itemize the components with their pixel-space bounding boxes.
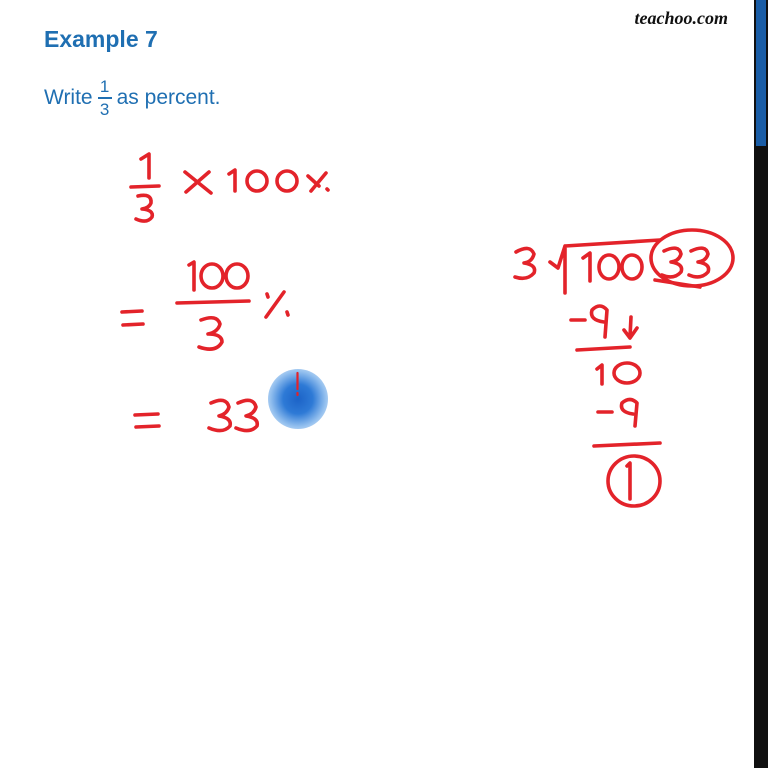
question-suffix: as percent. (116, 85, 221, 109)
fraction-numerator: 1 (99, 77, 110, 96)
ink-step1 (131, 154, 328, 221)
ink-long-division (515, 230, 733, 506)
fraction-denominator: 3 (99, 99, 110, 119)
question-prefix: Write (44, 85, 93, 109)
brand-logo: teachoo.com (634, 8, 728, 28)
ink-step2 (122, 262, 288, 349)
pointer-icon (296, 371, 299, 399)
example-title: Example 7 (44, 26, 158, 52)
scrollbar-thumb[interactable] (756, 0, 766, 146)
ink-step3 (135, 400, 257, 430)
